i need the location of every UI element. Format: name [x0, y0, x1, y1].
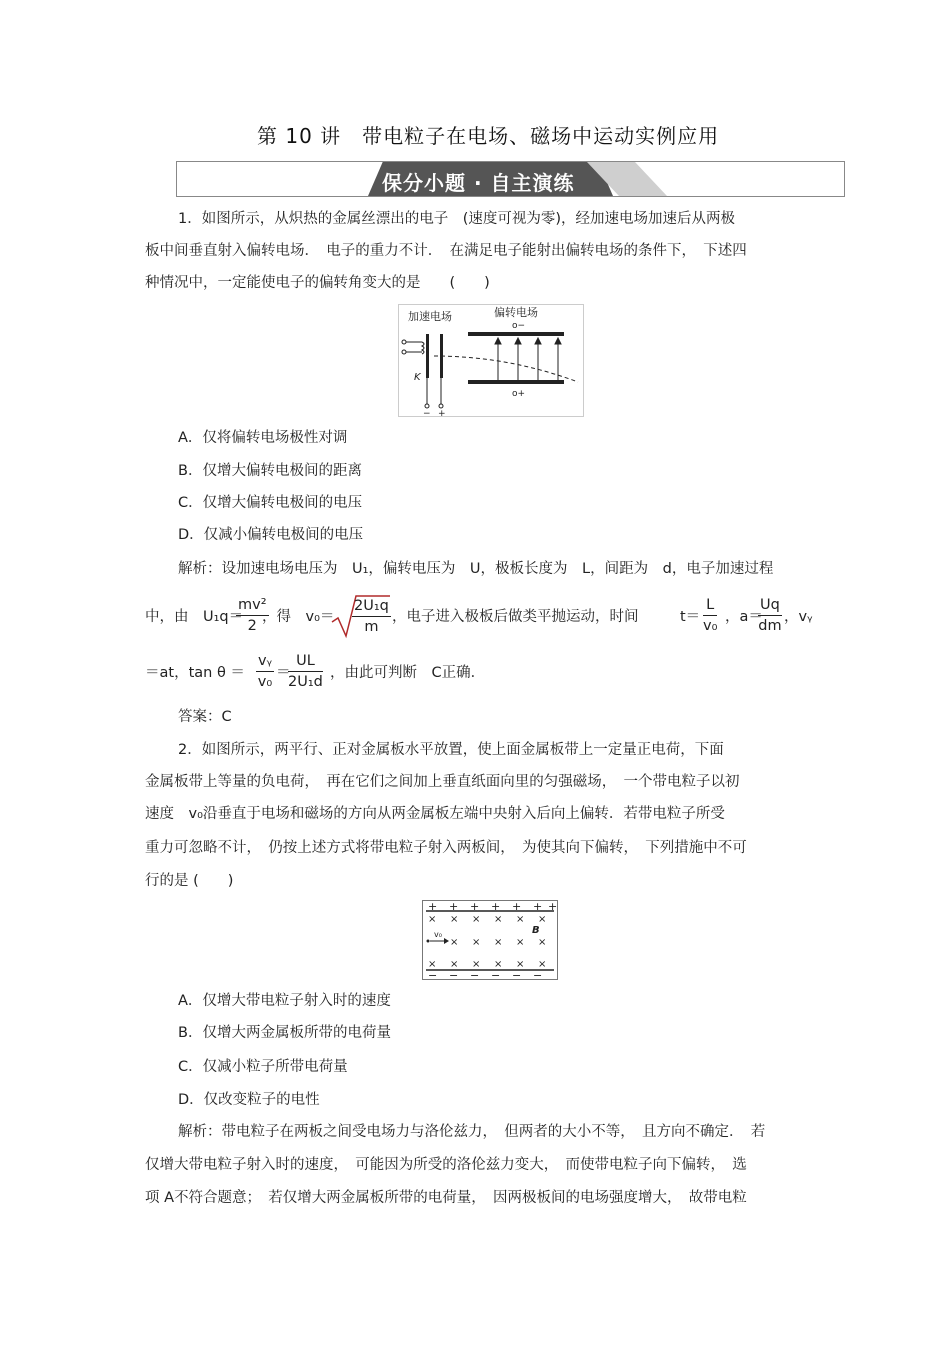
cathode-plate [426, 334, 429, 378]
svg-text:+: + [548, 900, 558, 913]
svg-text:−: − [512, 969, 522, 980]
svg-text:×: × [538, 959, 547, 970]
svg-text:×: × [494, 937, 503, 948]
q2-line: 2．如图所示，两平行、正对金属板水平放置，使上面金属板带上一定量正电荷，下面 [178, 742, 724, 758]
top-plate-sign: o− [512, 321, 526, 331]
q2-option: D．仅改变粒子的电性 [178, 1092, 320, 1108]
q1-analysis-text: 中，由 U₁q＝ [145, 609, 244, 625]
q1-analysis-text: t＝ [680, 609, 701, 625]
fraction-uq-over-dm: $\frac{Uq}{dm}$ [758, 597, 782, 634]
q1-line: 板中间垂直射入偏转电场． 电子的重力不计． 在满足电子能射出偏转电场的条件下， 下述四 [145, 243, 747, 259]
q2-option: C．仅减小粒子所带电荷量 [178, 1059, 348, 1075]
v0-label: v₀ [434, 930, 442, 939]
svg-text:×: × [450, 937, 459, 948]
q1-analysis-text: ，由此可判断 C正确． [330, 665, 486, 681]
q1-option: B．仅增大偏转电极间的距离 [178, 463, 362, 479]
crossed-fields-figure [422, 900, 558, 980]
q2-analysis: 解析：带电粒子在两板之间受电场力与洛伦兹力， 但两者的大小不等， 且方向不确定． 若 [178, 1124, 766, 1140]
accelerating-deflecting-field-figure [398, 304, 584, 417]
svg-text:×: × [450, 914, 459, 925]
q2-line: 金属板带上等量的负电荷， 再在它们之间加上垂直纸面向里的匀强磁场， 一个带电粒子以初 [145, 774, 740, 790]
svg-text:−: − [470, 969, 480, 980]
svg-text:+: + [491, 900, 501, 913]
q2-option: B．仅增大两金属板所带的电荷量 [178, 1025, 391, 1041]
q1-analysis-text: ，vᵧ [784, 609, 813, 625]
fraction-mv2-over-2: $\frac{\text{mv²}}{2}$ [238, 597, 267, 634]
svg-text:×: × [538, 914, 547, 925]
svg-text:×: × [472, 914, 481, 925]
svg-text:×: × [450, 959, 459, 970]
q1-line: 种情况中，一定能使电子的偏转角变大的是 ( ) [145, 275, 490, 291]
svg-text:×: × [516, 914, 525, 925]
svg-text:×: × [472, 959, 481, 970]
page-title: 第 10 讲 带电粒子在电场、磁场中运动实例应用 [257, 124, 720, 148]
top-plate [468, 332, 564, 336]
particle [427, 940, 430, 943]
plus-terminal: + [438, 409, 446, 417]
k-label: K [414, 372, 421, 383]
q1-analysis-text: ＝at，tan θ ＝ [145, 665, 245, 681]
q1-option: C．仅增大偏转电极间的电压 [178, 495, 363, 511]
svg-text:+: + [470, 900, 480, 913]
q1-analysis: 解析：设加速电场电压为 U₁，偏转电压为 U，极板长度为 L，间距为 d，电子加速过程 [178, 561, 774, 577]
bottom-plate-sign: o+ [512, 389, 526, 399]
q2-line: 重力可忽略不计， 仍按上述方式将带电粒子射入两板间， 为使其向下偏转， 下列措施中不可 [145, 840, 747, 856]
minus-terminal: − [423, 409, 431, 417]
section-banner [176, 161, 845, 197]
svg-text:×: × [516, 937, 525, 948]
banner-label: 保分小题 · 自主演练 [382, 171, 575, 195]
q2-line: 速度 v₀沿垂直于电场和磁场的方向从两金属板左端中央射入后向上偏转．若带电粒子所受 [145, 806, 725, 822]
svg-text:×: × [494, 959, 503, 970]
deflect-field-label: 偏转电场 [494, 306, 538, 319]
svg-text:×: × [428, 959, 437, 970]
svg-text:−: − [449, 969, 459, 980]
q2-line: 行的是 ( ) [145, 873, 234, 889]
q1-option: A．仅将偏转电场极性对调 [178, 430, 348, 446]
q2-analysis: 仅增大带电粒子射入时的速度， 可能因为所受的洛伦兹力变大， 而使带电粒子向下偏转， 选 [145, 1157, 747, 1173]
svg-text:+: + [533, 900, 543, 913]
q2-analysis: 项 A不符合题意； 若仅增大两金属板所带的电荷量， 因两极板间的电场强度增大， 故带电粒 [145, 1190, 747, 1206]
q1-analysis-text: ，得 v₀＝ [262, 609, 335, 625]
svg-text:×: × [472, 937, 481, 948]
q1-answer: 答案：C [178, 709, 232, 725]
q1-analysis-text: ，电子进入极板后做类平抛运动，时间 [392, 609, 639, 625]
anode-plate [440, 334, 443, 378]
accel-field-label: 加速电场 [408, 310, 452, 323]
fraction-ul-over-2u1d: $\frac{UL}{\text{2U₁d}}$ [288, 653, 323, 690]
q1-option: D．仅减小偏转电极间的电压 [178, 527, 364, 543]
q1-analysis-text: ，a＝ [725, 609, 763, 625]
bottom-plate [468, 380, 564, 384]
q2-option: A．仅增大带电粒子射入时的速度 [178, 993, 391, 1009]
svg-text:+: + [428, 900, 438, 913]
svg-text:−: − [491, 969, 501, 980]
svg-text:×: × [428, 914, 437, 925]
svg-text:+: + [512, 900, 522, 913]
svg-text:×: × [494, 914, 503, 925]
svg-text:−: − [428, 969, 438, 980]
q1-analysis-text: ＝ [276, 665, 291, 681]
fraction-2u1q-over-m: $\frac{\text{2U₁q}}{m}$ [354, 598, 389, 635]
svg-text:×: × [538, 937, 547, 948]
b-label: B [532, 925, 540, 936]
q1-line: 1．如图所示，从炽热的金属丝漂出的电子 (速度可视为零)，经加速电场加速后从两极 [178, 211, 736, 227]
svg-text:+: + [449, 900, 459, 913]
fraction-l-over-v0: $\frac{L}{\text{v₀}}$ [703, 597, 718, 634]
svg-text:−: − [533, 969, 543, 980]
fraction-vy-over-v0: $\frac{\text{vᵧ}}{\text{v₀}}$ [257, 653, 273, 690]
svg-text:×: × [516, 959, 525, 970]
